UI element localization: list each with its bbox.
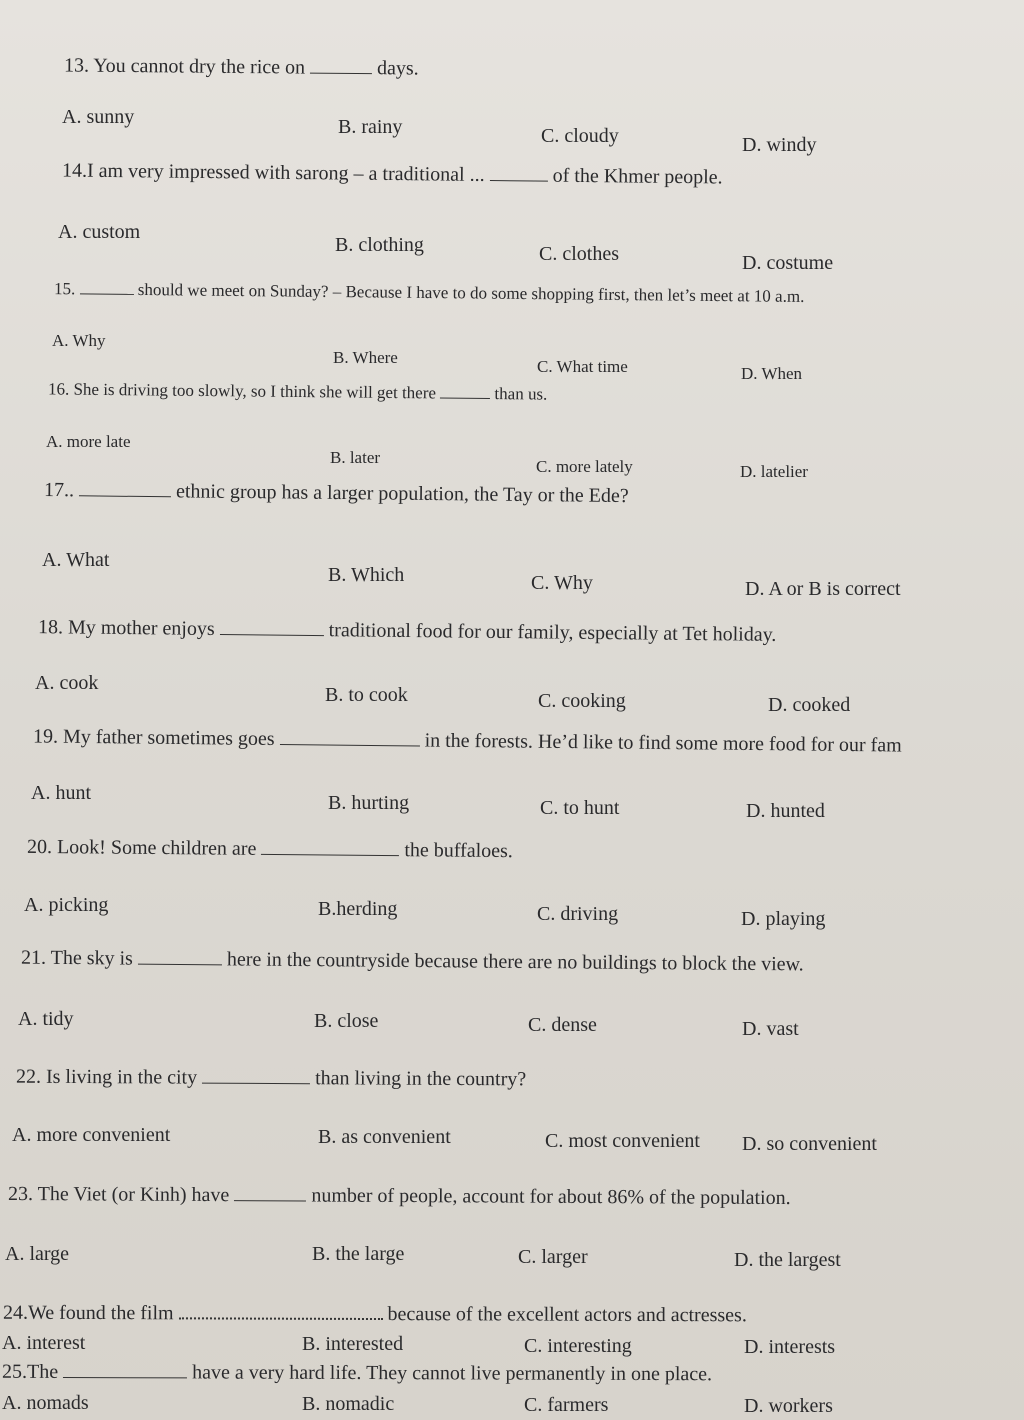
question-21 — [21, 947, 804, 977]
option-14-a: A. custom — [58, 221, 141, 243]
answer-blank — [310, 73, 372, 75]
question-13 — [64, 54, 419, 80]
question-25-text: 25.The — [1, 1360, 59, 1383]
option-15-c: C. What time — [537, 357, 628, 376]
answer-blank — [440, 397, 490, 399]
question-17 — [44, 479, 629, 508]
question-18-text-end: traditional food for our family, especially at Tet holiday. — [328, 619, 777, 646]
option-23-b: B. the large — [312, 1243, 405, 1265]
question-23-text: 23. The Viet (or Kinh) have — [7, 1182, 230, 1207]
option-17-b: B. Which — [328, 564, 405, 586]
question-19 — [33, 725, 902, 757]
answer-blank — [79, 495, 171, 497]
option-16-c: C. more lately — [536, 457, 633, 476]
question-22-text: 22. Is living in the city — [15, 1065, 198, 1089]
option-15-d: D. When — [741, 364, 803, 383]
question-20-text-end: the buffaloes. — [404, 839, 513, 863]
option-22-b: B. as convenient — [318, 1126, 451, 1148]
answer-blank — [79, 293, 133, 295]
answer-blank — [261, 854, 399, 856]
question-22 — [16, 1066, 526, 1092]
option-16-a: A. more late — [46, 432, 131, 451]
option-21-c: C. dense — [528, 1014, 597, 1036]
option-18-d: D. cooked — [768, 694, 851, 716]
question-24-text: 24.We found the film — [2, 1301, 174, 1325]
question-15-text-end: should we meet on Sunday? – Because I have to do some shopping first, then let’s meet at 10 a.m. — [137, 279, 805, 306]
answer-blank — [202, 1083, 310, 1085]
option-20-d: D. playing — [741, 908, 826, 930]
option-22-d: D. so convenient — [742, 1133, 877, 1155]
option-20-b: B.herding — [318, 898, 398, 920]
question-16 — [48, 379, 548, 404]
option-19-d: D. hunted — [746, 800, 825, 822]
option-23-d: D. the largest — [734, 1249, 841, 1271]
option-15-b: B. Where — [333, 348, 398, 367]
option-19-b: B. hurting — [328, 792, 410, 814]
option-24-d: D. interests — [744, 1336, 836, 1358]
question-24-text-end: because of the excellent actors and actresses. — [387, 1303, 747, 1327]
answer-blank — [220, 634, 324, 636]
option-20-a: A. picking — [24, 894, 109, 916]
option-13-a: A. sunny — [62, 106, 135, 128]
question-14 — [62, 160, 723, 190]
option-21-d: D. vast — [742, 1018, 799, 1040]
option-14-d: D. costume — [742, 252, 834, 274]
answer-blank — [179, 1317, 383, 1320]
option-23-c: C. larger — [518, 1246, 588, 1268]
option-15-a: A. Why — [52, 331, 106, 350]
option-21-a: A. tidy — [18, 1008, 74, 1030]
option-24-a: A. interest — [2, 1332, 86, 1354]
question-14-text: 14.I am very impressed with sarong – a traditional ... — [61, 159, 485, 186]
option-13-d: D. windy — [742, 134, 817, 156]
option-13-c: C. cloudy — [541, 125, 619, 147]
option-19-c: C. to hunt — [540, 797, 620, 819]
question-14-text-end: of the Khmer people. — [552, 164, 723, 189]
question-19-text-end: in the forests. He’d like to find some more food for our fam — [424, 729, 902, 757]
option-14-b: B. clothing — [335, 234, 424, 256]
option-18-c: C. cooking — [538, 690, 626, 712]
question-17-text: 17.. — [43, 478, 75, 502]
option-17-a: A. What — [42, 549, 110, 571]
option-20-c: C. driving — [537, 903, 619, 925]
answer-blank — [490, 180, 548, 182]
option-21-b: B. close — [314, 1010, 379, 1032]
answer-blank — [138, 964, 222, 966]
question-25-text-end: have a very hard life. They cannot live permanently in one place. — [192, 1361, 713, 1386]
option-25-a: A. nomads — [2, 1392, 89, 1414]
option-25-c: C. farmers — [524, 1394, 609, 1416]
option-17-c: C. Why — [531, 572, 593, 594]
option-19-a: A. hunt — [31, 782, 91, 804]
option-18-b: B. to cook — [325, 684, 408, 706]
question-21-text-end: here in the countryside because there are no buildings to block the view. — [226, 948, 804, 976]
question-20 — [27, 836, 513, 863]
option-16-b: B. later — [330, 448, 381, 467]
question-15 — [54, 279, 805, 307]
option-25-b: B. nomadic — [302, 1393, 395, 1415]
question-20-text: 20. Look! Some children are — [26, 835, 257, 860]
question-21-text: 21. The sky is — [20, 946, 133, 970]
option-17-d: D. A or B is correct — [745, 578, 901, 600]
option-24-b: B. interested — [302, 1333, 404, 1355]
option-24-c: C. interesting — [524, 1335, 632, 1357]
question-25 — [2, 1361, 712, 1386]
option-23-a: A. large — [5, 1243, 70, 1265]
question-13-text-end: days. — [376, 57, 419, 80]
option-22-a: A. more convenient — [12, 1124, 171, 1146]
option-13-b: B. rainy — [338, 116, 403, 138]
option-22-c: C. most convenient — [545, 1130, 700, 1152]
answer-blank — [280, 744, 420, 746]
question-16-text-end: than us. — [494, 384, 548, 404]
question-24 — [3, 1302, 747, 1328]
question-17-text-end: ethnic group has a larger population, the Tay or the Ede? — [175, 480, 629, 508]
question-18 — [38, 616, 777, 647]
question-13-text: 13. You cannot dry the rice on — [63, 54, 306, 79]
question-16-text: 16. She is driving too slowly, so I think she will get there — [47, 379, 437, 403]
question-18-text: 18. My mother enjoys — [37, 616, 215, 640]
answer-blank — [234, 1200, 306, 1201]
question-19-text: 19. My father sometimes goes — [32, 725, 275, 750]
answer-blank — [63, 1377, 187, 1378]
option-25-d: D. workers — [744, 1395, 833, 1417]
question-22-text-end: than living in the country? — [315, 1067, 527, 1091]
option-16-d: D. latelier — [740, 462, 808, 481]
question-23 — [8, 1183, 791, 1210]
option-18-a: A. cook — [35, 672, 99, 694]
option-14-c: C. clothes — [539, 243, 619, 265]
question-23-text-end: number of people, account for about 86% of the population. — [311, 1184, 791, 1210]
question-15-text: 15. — [53, 279, 76, 299]
